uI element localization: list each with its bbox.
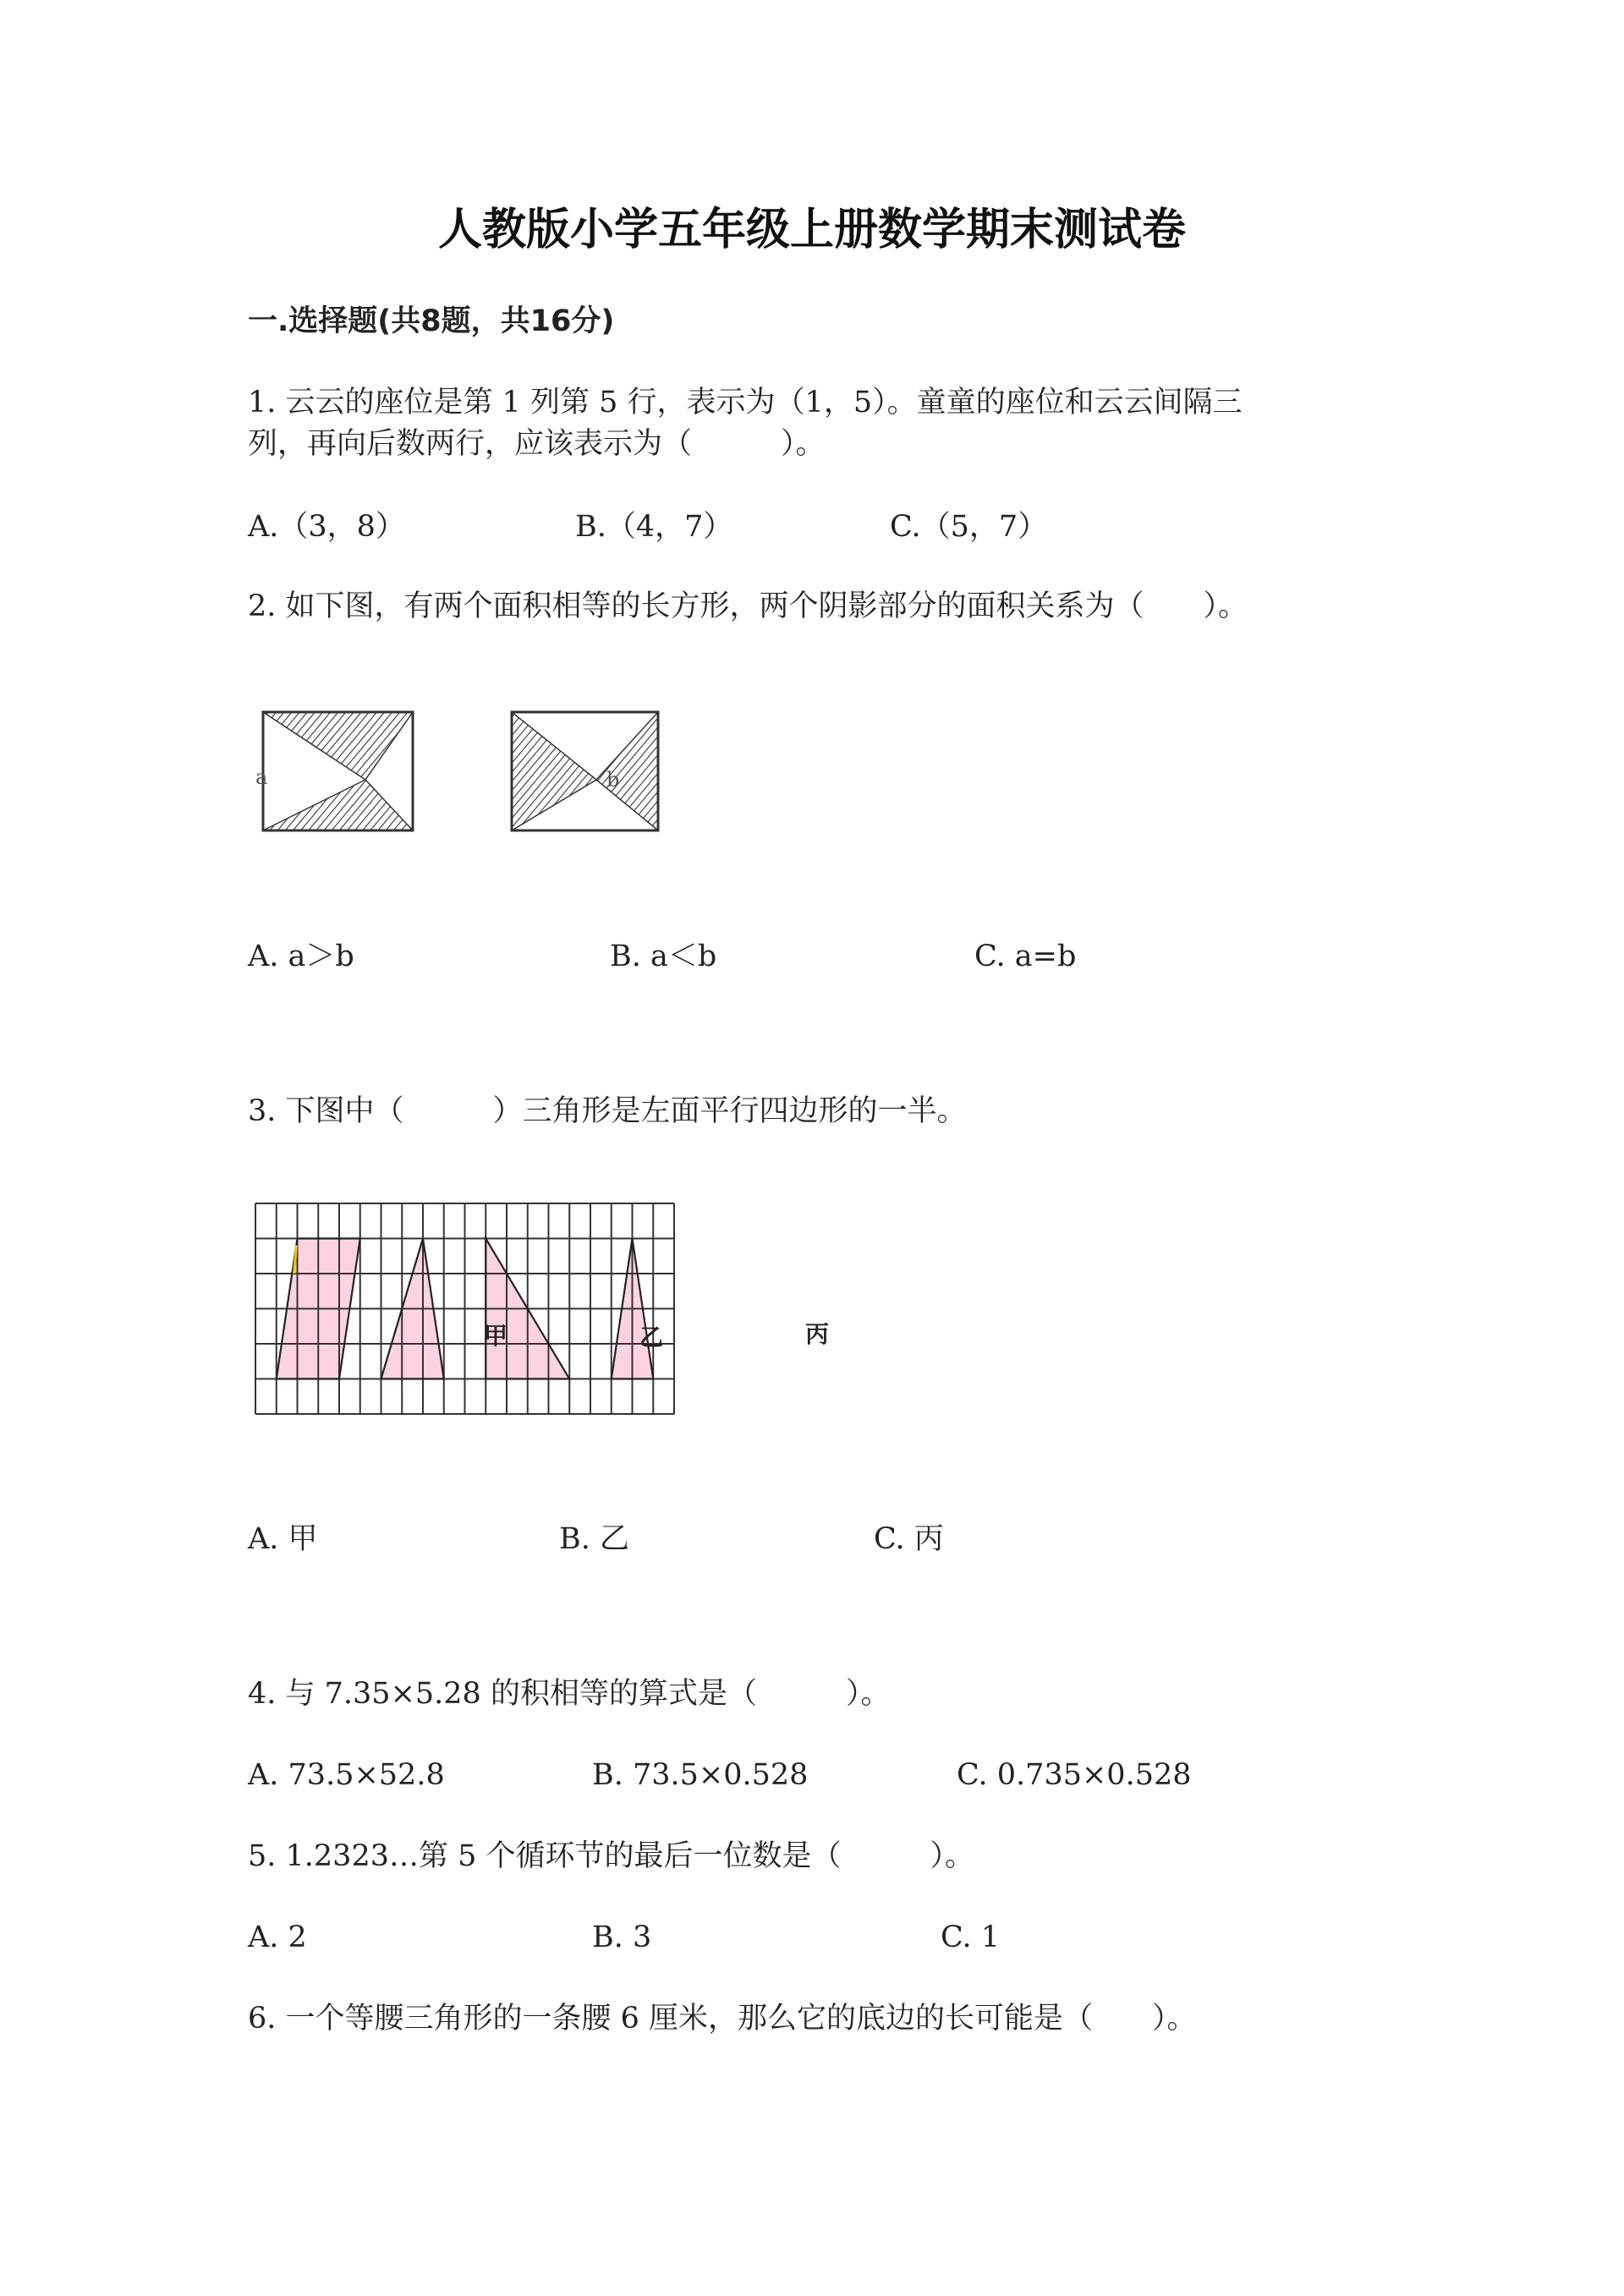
- q3-option-a[interactable]: A. 甲: [248, 1522, 318, 1556]
- q1-option-a[interactable]: A.（3，8）: [248, 510, 405, 544]
- q4-option-a[interactable]: A. 73.5×52.8: [248, 1758, 445, 1792]
- q2-option-a[interactable]: A. a＞b: [248, 940, 354, 973]
- question-2-text: 2. 如下图，有两个面积相等的长方形，两个阴影部分的面积关系为（ ）。: [248, 589, 1248, 623]
- figure-label-a: a: [255, 765, 268, 789]
- page-title: 人教版小学五年级上册数学期末测试卷: [437, 204, 1186, 255]
- figure-label-b: b: [606, 768, 620, 792]
- q3-option-b[interactable]: B. 乙: [559, 1522, 629, 1556]
- question-5-text: 5. 1.2323…第 5 个循环节的最后一位数是（ ）。: [248, 1839, 975, 1873]
- section-heading: 一.选择题(共8题，共16分): [248, 304, 615, 338]
- q4-option-c[interactable]: C. 0.735×0.528: [957, 1758, 1192, 1792]
- q5-option-b[interactable]: B. 3: [592, 1921, 652, 1954]
- q3-option-c[interactable]: C. 丙: [874, 1522, 944, 1556]
- question-1-line-1: 1. 云云的座位是第 1 列第 5 行，表示为（1，5）。童童的座位和云云间隔三: [248, 386, 1243, 419]
- question-3-text: 3. 下图中（ ）三角形是左面平行四边形的一半。: [248, 1094, 967, 1128]
- q4-option-b[interactable]: B. 73.5×0.528: [592, 1758, 809, 1792]
- question-1-line-2: 列，再向后数两行，应该表示为（ ）。: [248, 427, 826, 461]
- q5-option-c[interactable]: C. 1: [941, 1921, 1001, 1954]
- q5-option-a[interactable]: A. 2: [248, 1921, 307, 1954]
- triangle-label-yi: 乙: [639, 1323, 664, 1351]
- q2-option-c[interactable]: C. a=b: [974, 940, 1077, 973]
- triangle-label-jia: 甲: [484, 1322, 508, 1350]
- question-4-text: 4. 与 7.35×5.28 的积相等的算式是（ ）。: [248, 1677, 891, 1711]
- q1-option-b[interactable]: B.（4，7）: [575, 510, 733, 544]
- triangle-label-bing: 丙: [805, 1320, 830, 1348]
- question-6-text: 6. 一个等腰三角形的一条腰 6 厘米，那么它的底边的长可能是（ ）。: [248, 2002, 1197, 2036]
- q2-option-b[interactable]: B. a＜b: [610, 940, 717, 973]
- q1-option-c[interactable]: C.（5，7）: [890, 510, 1048, 544]
